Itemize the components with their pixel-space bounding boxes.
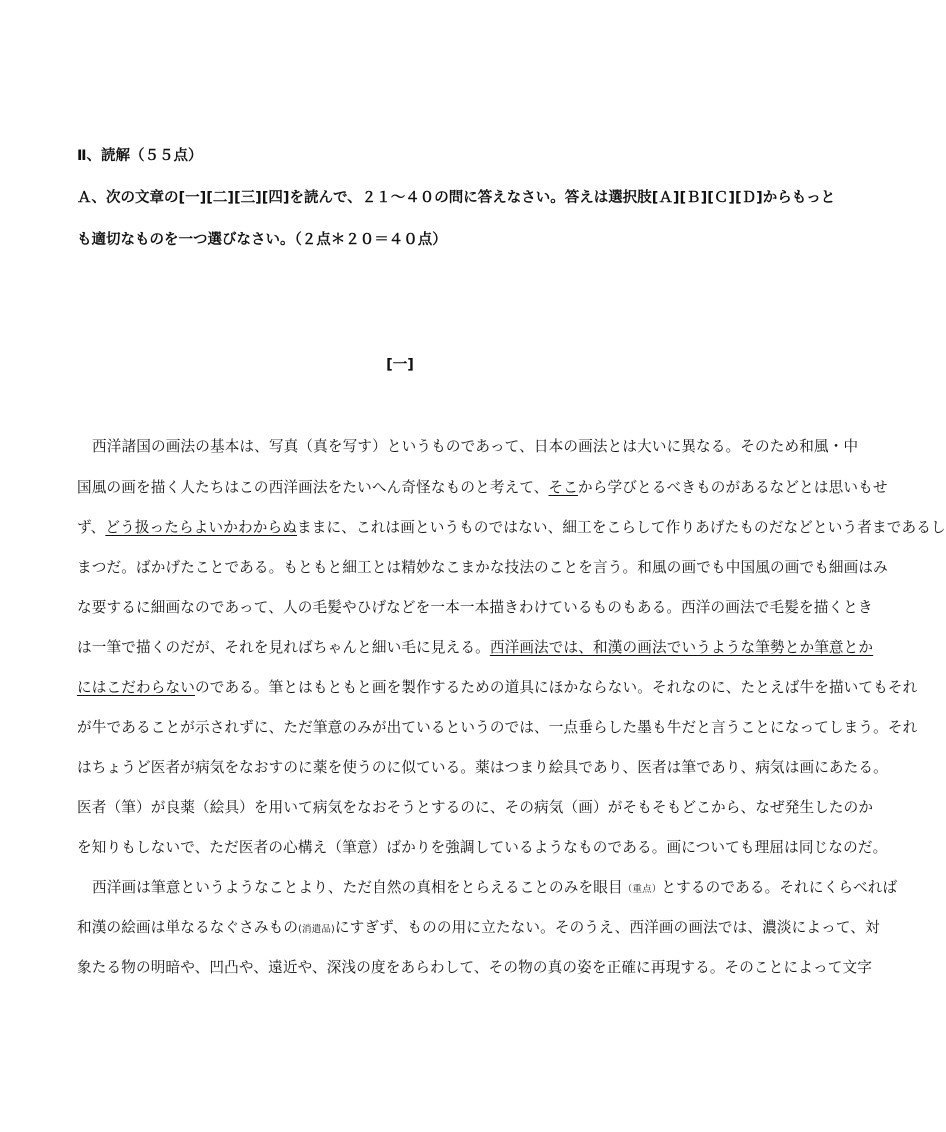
passage-text: ままに、これは画というものではない、細工をこらして作りあげたものだなどという者まであるし [297,519,946,536]
section-title: Ⅱ、読解（５５点） [77,148,203,164]
passage-text: な要するに細画なのであって、人の毛髪やひげなどを一本一本描きわけているものもある。西洋の画法で毛髪を描くとき [77,599,873,616]
gloss-note: （重点） [622,884,662,895]
passage-line [77,837,888,859]
passage-text: はちょうど医者が病気をなおすのに薬を使うのに似ている。薬はつまり絵具であり、医者は筆であり、病気は画にあたる。 [77,759,888,776]
passage-line [77,677,918,699]
passage-text: にすぎず、ものの用に立たない。そのうえ、西洋画の画法では、濃淡によって、対 [334,919,880,936]
passage-line [77,717,918,739]
passage-text: から学びとるべきものがあるなどとは思いもせ [578,479,888,496]
passage-text: 国風の画を描く人たちはこの西洋画法をたいへん奇怪なものと考えて、 [77,479,549,496]
underlined-phrase: にはこだわらない [77,679,195,696]
passage-line [77,517,946,539]
underlined-phrase: 西洋画法では、和漢の画法でいうような筆勢とか筆意とか [489,639,874,656]
passage-text: が牛であることが示されずに、ただ筆意のみが出ているというのでは、一点垂らした墨も牛だと言うことになってしまう。それ [77,719,918,736]
passage-line [92,877,898,901]
underlined-phrase: どう扱ったらよいかわからぬ [105,519,297,536]
passage-line [77,957,872,979]
instruction-line-1: Ａ、次の文章の[一][二][三][四]を読んで、２１～４０の問に答えなさい。答えは選択肢[Ａ][Ｂ][Ｃ][Ｄ]からもっと [77,190,836,206]
passage-text: 西洋画は筆意というようなことより、ただ自然の真相をとらえることのみを眼目 [92,879,623,896]
passage-line [77,757,888,779]
passage-line [92,436,859,458]
passage-line [77,597,873,619]
passage-line [77,797,874,819]
passage-line [77,477,888,499]
passage-heading: [一] [386,357,414,373]
passage-text: 西洋諸国の画法の基本は、写真（真を写す）というものであって、日本の画法とは大いに異なる。そのため和風・中 [92,438,859,455]
passage-line [77,917,880,941]
underlined-phrase: そこ [548,479,579,496]
passage-line [77,637,874,659]
gloss-note: (消遣品) [298,924,335,935]
passage-text: は一筆で描くのだが、それを見ればちゃんと細い毛に見える。 [77,639,490,656]
instruction-line-2: も適切なものを一つ選びなさい。（２点＊２０＝４０点） [77,232,447,248]
passage-text: を知りもしないで、ただ医者の心構え（筆意）ばかりを強調しているようなものである。画についても理屈は同じなのだ。 [77,839,888,856]
passage-text: ず、 [77,519,106,536]
passage-text: 和漢の絵画は単なるなぐさみもの [77,919,299,936]
passage-text: 象たる物の明暗や、凹凸や、遠近や、深浅の度をあらわして、その物の真の姿を正確に再現する。そのことによって文字 [77,959,872,976]
passage-text: のである。筆とはもともと画を製作するための道具にほかならない。それなのに、たとえば牛を描いてもそれ [194,679,918,696]
passage-text: とするのである。それにくらべれば [661,879,898,896]
passage-text: まつだ。ばかげたことである。もともと細工とは精妙なこまかな技法のことを言う。和風の画でも中国風の画でも細画はみ [77,559,888,576]
passage-text: 医者（筆）が良薬（絵具）を用いて病気をなおそうとするのに、その病気（画）がそもそもどこから、なぜ発生したのか [77,799,874,816]
passage-line [77,557,888,579]
